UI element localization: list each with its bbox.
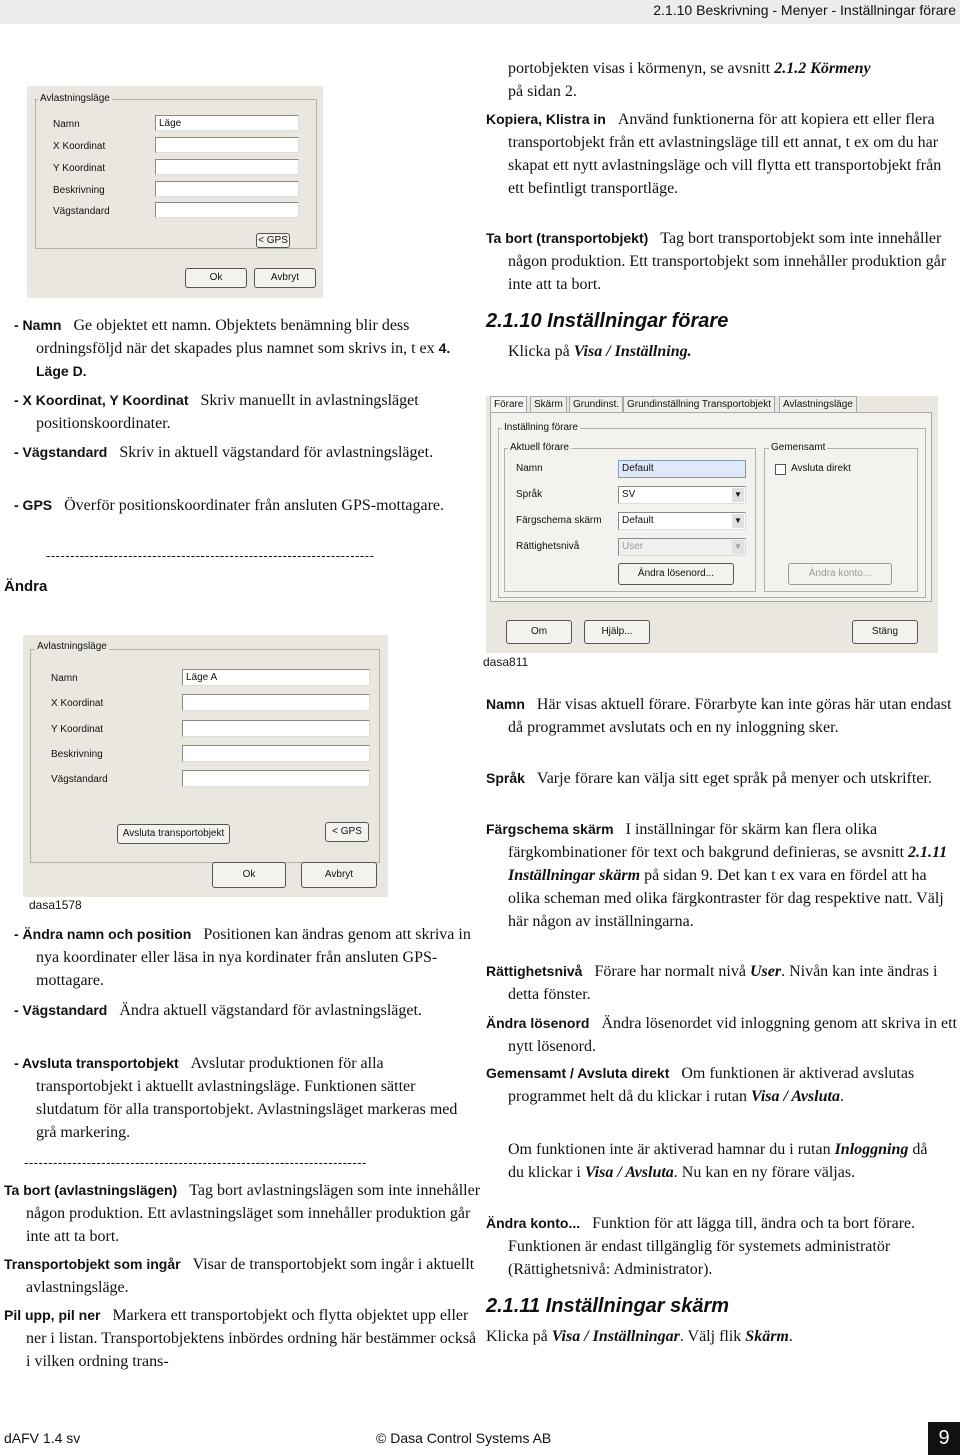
text-kopiera: Använd funktionerna för att kopiera ett eller flera transportobjekt från ett avlastningsläge till ett annat, t ex om du har skapat ett nytt avlastningsläge och vill flytta ett transportobjekt från ett befintligt transportläge.	[508, 111, 942, 197]
example-namn: 4. Läge D.	[36, 340, 451, 379]
term-rattighetsniva: Rättighetsnivå	[486, 963, 583, 979]
ok-button[interactable]: Ok	[185, 268, 247, 288]
text-pil: Markera ett transportobjekt och flytta objektet upp eller ner i listan. Transportobjektens inbördes ordning här bestämmer också i vilken ordning trans-	[26, 1307, 477, 1370]
text-xy: Skriv manuellt in avlastningsläget positionskoordinater.	[36, 392, 419, 432]
item-tabort-transp	[486, 227, 960, 296]
x-input[interactable]	[155, 137, 299, 153]
divider-2: -----------------------------------------------------------------------	[24, 1155, 367, 1170]
item-kopiera	[486, 108, 960, 200]
label-rattighetsniva: Rättighetsnivå	[516, 541, 580, 552]
text-avsluta: Avslutar produktionen för alla transportobjekt i aktuellt avlastningsläge. Funktionen sätter slutdatum för alla transportobjekt. Avlastningsläget markeras med grå markering.	[36, 1055, 458, 1141]
ok-button[interactable]: Om	[506, 620, 572, 644]
text-gps: Överför positionskoordinater från ansluten GPS-mottagare.	[64, 497, 445, 514]
cont-ref: 2.1.2 Körmeny	[774, 60, 871, 77]
text-ratt-a: Förare har normalt nivå	[594, 963, 750, 980]
ok-button[interactable]: Ok	[212, 862, 286, 888]
item-andra-konto	[486, 1212, 960, 1281]
dialog-title: Avlastningsläge	[40, 93, 110, 104]
item-andra-losenord	[486, 1012, 960, 1058]
term-avsluta: - Avsluta transportobjekt	[14, 1055, 179, 1071]
text-fargschema-b: på sidan 9. Det kan t ex vara en fördel att ha olika scheman med olika färgkontraster för dag respektive natt. Välj här någon av inställningarna.	[508, 867, 944, 930]
tab-forare[interactable]: Förare	[490, 396, 527, 412]
text-namn: Ge objektet ett namn. Objektets benämning blir dess ordningsföljd när det skapades plus namnet som skrivs in, t ex	[36, 317, 439, 357]
text-transportobjekt: Visar de transportobjekt som ingår i aktuellt avlastningsläge.	[26, 1256, 475, 1296]
label-namn: Namn	[516, 463, 543, 474]
close-button[interactable]: Stäng	[852, 620, 918, 644]
page-number: 9	[928, 1422, 960, 1455]
term-konto: Ändra konto...	[486, 1215, 581, 1231]
term-gps: - GPS	[14, 497, 53, 513]
namn-input[interactable]: Läge	[155, 115, 299, 131]
beskrivning-input[interactable]	[155, 181, 299, 197]
term-fargschema: Färgschema skärm	[486, 821, 614, 837]
label-x: X Koordinat	[51, 698, 104, 709]
term-vag: - Vägstandard	[14, 444, 108, 460]
klicka2-e: .	[788, 1328, 793, 1345]
item-andra	[14, 923, 481, 992]
header-title: 2.1.10 Beskrivning - Menyer - Inställningar förare	[653, 2, 956, 18]
text-konto: Funktion för att lägga till, ändra och ta bort förare. Funktionen är endast tillgänglig för systemets administratör (Rättighetsnivå: Administrator).	[508, 1215, 916, 1278]
tab-grundinstallning-transportobjekt[interactable]: Grundinställning Transportobjekt	[623, 396, 775, 412]
term-sprak: Språk	[486, 770, 525, 786]
fargschema-value: Default	[622, 515, 654, 526]
item-xy	[14, 389, 476, 435]
change-password-button[interactable]: Ändra lösenord...	[618, 563, 734, 585]
gps-button[interactable]: < GPS	[325, 822, 369, 842]
item-vag	[14, 441, 476, 464]
dialog-installningar	[486, 396, 938, 653]
text-gemensamt-b: .	[839, 1088, 844, 1105]
help-button[interactable]: Hjälp...	[584, 620, 650, 644]
term-namn: - Namn	[14, 317, 62, 333]
heading-installningar-skarm: 2.1.11 Inställningar skärm	[486, 1295, 730, 1317]
text-ratt-b: . Nivån kan inte ändras i detta fönster.	[508, 963, 938, 1003]
sprak-select[interactable]	[618, 486, 746, 504]
text-losenord: Ändra lösenordet vid inloggning genom att skriva in ett nytt lösenord.	[508, 1015, 957, 1055]
section-andra: Ändra	[4, 578, 48, 595]
group-installning-forare-title: Inställning förare	[504, 422, 578, 433]
term-xy: - X Koordinat, Y Koordinat	[14, 392, 189, 408]
term-tabort-transp: Ta bort (transportobjekt)	[486, 230, 649, 246]
rattighetsniva-select	[618, 538, 746, 556]
term-pil: Pil upp, pil ner	[4, 1307, 101, 1323]
text-vag2: Ändra aktuell vägstandard för avlastningsläget.	[119, 1002, 422, 1019]
vagstandard-input[interactable]	[155, 202, 299, 218]
figure-caption-dasa1578: dasa1578	[29, 898, 82, 912]
klicka2-d: Skärm	[745, 1328, 789, 1345]
gps-button[interactable]: < GPS	[256, 233, 290, 248]
label-vagstandard: Vägstandard	[53, 206, 110, 217]
item-gemensamt	[486, 1062, 960, 1108]
label-x: X Koordinat	[53, 141, 106, 152]
item-vag2	[14, 999, 481, 1022]
item-avsluta	[14, 1052, 481, 1144]
item-tabort-avl	[4, 1179, 481, 1248]
text-vag: Skriv in aktuell vägstandard för avlastningsläget.	[119, 444, 434, 461]
term-tabort-avl: Ta bort (avlastningslägen)	[4, 1182, 178, 1198]
text-omej-c: . Nu kan en ny förare väljas.	[673, 1164, 856, 1181]
vagstandard-input[interactable]	[182, 770, 370, 787]
term-andra: - Ändra namn och position	[14, 926, 192, 942]
label-namn: Namn	[53, 119, 80, 130]
text-fargschema-a: I inställningar för skärm kan flera olika färgkombinationer för text och bakgrund definieras, se avsnitt	[508, 821, 909, 861]
page-header	[0, 0, 960, 24]
chevron-down-icon[interactable]: ▼	[732, 514, 744, 528]
heading-installningar-forare: 2.1.10 Inställningar förare	[486, 310, 729, 332]
item-sprak	[486, 767, 960, 790]
tab-skarm[interactable]: Skärm	[530, 396, 567, 412]
x-input[interactable]	[182, 694, 370, 711]
footer-version: dAFV 1.4 sv	[4, 1430, 81, 1446]
text-gemensamt-a: Om funktionen är aktiverad avslutas programmet helt då du klickar i rutan	[508, 1065, 915, 1105]
avsluta-direkt-label: Avsluta direkt	[791, 463, 851, 474]
text-namn-forare: Här visas aktuell förare. Förarbyte kan inte göras här utan endast då programmet avslutats och en ny inloggning sker.	[508, 696, 952, 736]
item-namn	[14, 314, 476, 383]
item-om-ej-aktiverad	[508, 1138, 938, 1184]
change-account-button: Ändra konto...	[788, 563, 892, 585]
label-beskrivning: Beskrivning	[51, 749, 103, 760]
figure-caption-dasa811: dasa811	[483, 655, 529, 669]
avsluta-direkt-checkbox[interactable]	[775, 464, 786, 475]
tab-grundinst[interactable]: Grundinst.	[569, 396, 623, 412]
item-transportobjekt	[4, 1253, 481, 1299]
text-sprak: Varje förare kan välja sitt eget språk på menyer och utskrifter.	[536, 770, 932, 787]
finish-transport-button[interactable]: Avsluta transportobjekt	[117, 824, 230, 844]
item-pil	[4, 1304, 481, 1373]
item-gps	[14, 494, 476, 517]
text-omej-b: då du klickar i	[508, 1141, 928, 1181]
label-namn: Namn	[51, 673, 78, 684]
term-gemensamt: Gemensamt / Avsluta direkt	[486, 1065, 670, 1081]
y-input[interactable]	[155, 159, 299, 175]
label-fargschema: Färgschema skärm	[516, 515, 602, 526]
item-rattighetsniva	[486, 960, 960, 1006]
group-gemensamt-title: Gemensamt	[771, 442, 826, 453]
text-andra: Positionen kan ändras genom att skriva in nya koordinater eller läsa in nya kordinater från ansluten GPS-mottagare.	[36, 926, 471, 989]
y-input[interactable]	[182, 720, 370, 737]
term-vag2: - Vägstandard	[14, 1002, 108, 1018]
label-vagstandard: Vägstandard	[51, 774, 108, 785]
dialog-avlastningslage-new	[27, 86, 323, 298]
term-kopiera: Kopiera, Klistra in	[486, 111, 606, 127]
divider-1: --------------------------------------------------------------------	[46, 548, 375, 563]
ref-omej-2: Visa / Avsluta	[584, 1164, 674, 1181]
footer-copyright: © Dasa Control Systems AB	[376, 1430, 552, 1446]
term-transportobjekt: Transportobjekt som ingår	[4, 1256, 181, 1272]
text-omej-a: Om funktionen inte är aktiverad hamnar du i rutan	[508, 1141, 835, 1158]
cancel-button[interactable]: Avbryt	[301, 862, 377, 888]
ref-omej-1: Inloggning	[834, 1141, 909, 1158]
group-aktuell-forare-title: Aktuell förare	[510, 442, 569, 453]
klicka2-a: Klicka på	[486, 1328, 552, 1345]
ref-gemensamt: Visa / Avsluta	[751, 1088, 840, 1105]
item-fargschema	[486, 818, 960, 933]
chevron-down-icon: ▼	[732, 540, 744, 554]
click-instruction-1	[508, 340, 948, 363]
ref-fargschema: 2.1.11 Inställningar skärm	[508, 844, 948, 884]
klicka2-b: Visa / Inställningar	[551, 1328, 680, 1345]
click-instruction-2	[486, 1325, 938, 1348]
continuation-text	[508, 57, 948, 103]
sprak-value: SV	[622, 489, 636, 500]
label-y: Y Koordinat	[51, 724, 104, 735]
item-namn-forare	[486, 693, 960, 739]
cancel-button[interactable]: Avbryt	[254, 268, 316, 288]
cont-text: portobjekten visas i körmenyn, se avsnitt	[508, 60, 775, 77]
cont-tail: på sidan 2.	[508, 83, 577, 100]
label-sprak: Språk	[516, 489, 543, 500]
namn-input[interactable]: Läge A	[182, 669, 370, 686]
text-tabort-avl: Tag bort avlastningslägen som inte innehåller någon produktion. Ett avlastningsläget som innehåller produktion går inte att ta bort.	[26, 1182, 481, 1245]
namn-field: Default	[618, 460, 746, 478]
chevron-down-icon[interactable]: ▼	[732, 488, 744, 502]
term-losenord: Ändra lösenord	[486, 1015, 590, 1031]
dialog-title: Avlastningsläge	[37, 641, 107, 652]
text-tabort-transp: Tag bort transportobjekt som inte innehåller någon produktion. Ett transportobjekt som innehåller produktion går inte att ta bort.	[508, 230, 947, 293]
dialog-avlastningslage-edit	[23, 635, 388, 897]
klicka1-text: Klicka på	[508, 343, 574, 360]
label-y: Y Koordinat	[53, 163, 106, 174]
klicka1-ref: Visa / Inställning.	[573, 343, 692, 360]
fargschema-select[interactable]	[618, 512, 746, 530]
tab-avlastningslage[interactable]: Avlastningsläge	[779, 396, 857, 412]
beskrivning-input[interactable]	[182, 745, 370, 762]
rattighetsniva-value: User	[622, 541, 644, 552]
label-beskrivning: Beskrivning	[53, 185, 105, 196]
klicka2-c: . Välj flik	[679, 1328, 746, 1345]
ref-ratt: User	[749, 963, 782, 980]
term-namn-forare: Namn	[486, 696, 525, 712]
